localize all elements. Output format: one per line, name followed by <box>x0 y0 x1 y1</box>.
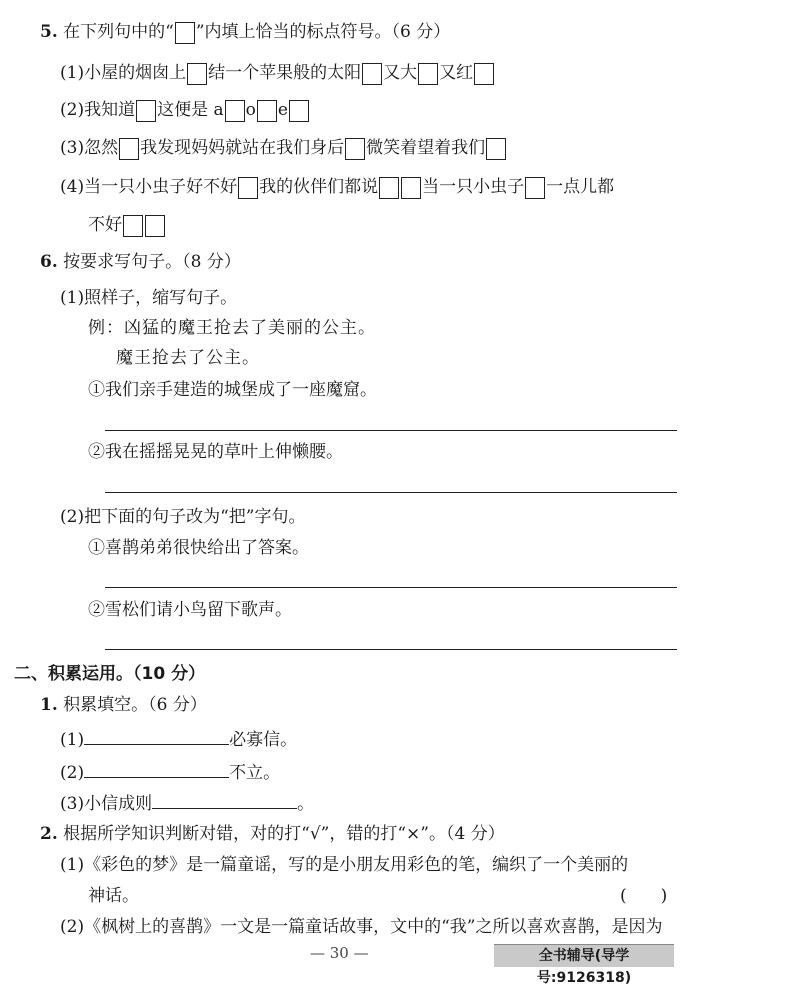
judge-1-line-2: 神话。 <box>88 886 139 906</box>
text-seg: (3)小信成则 <box>60 794 153 814</box>
text-seg: 我的伙伴们都说 <box>259 177 379 197</box>
example-line-1: 例：凶猛的魔王抢去了美丽的公主。 <box>88 318 376 338</box>
text-seg: 必寡信。 <box>229 730 298 750</box>
text-seg: (1)小屋的烟囱上 <box>60 63 187 83</box>
answer-box-sample <box>175 22 195 44</box>
fill-3 <box>60 790 314 816</box>
q6-title-text: 按要求写句子。（8 分） <box>63 252 241 272</box>
judge-1-answer-paren[interactable]: ( ) <box>620 886 668 906</box>
text-seg: (2)我知道 <box>60 100 136 120</box>
example-line-2: 魔王抢去了公主。 <box>116 348 260 368</box>
fill-2 <box>60 759 280 785</box>
q5-line-1 <box>60 61 495 85</box>
text-seg: 结一个苹果般的太阳 <box>208 63 362 83</box>
answer-box[interactable] <box>418 63 438 85</box>
s2-q2-text: 根据所学知识判断对错，对的打“√”，错的打“×”。（4 分） <box>63 824 505 844</box>
answer-box[interactable] <box>145 215 165 237</box>
answer-box[interactable] <box>136 100 156 122</box>
text-seg: 又红 <box>439 63 474 83</box>
q6-sub2: (2)把下面的句子改为“把”字句。 <box>60 507 306 527</box>
answer-box[interactable] <box>525 177 545 199</box>
fill-blank[interactable] <box>84 759 229 778</box>
answer-box[interactable] <box>187 63 207 85</box>
answer-box[interactable] <box>289 100 309 122</box>
answer-line[interactable] <box>105 649 677 650</box>
q5-line-2 <box>60 98 310 122</box>
q5-title-pre: 在下列句中的“ <box>63 22 174 42</box>
guide-badge: 全书辅导(导学号:9126318) <box>494 944 674 967</box>
text-seg: 一点儿都 <box>546 177 615 197</box>
q5-line-5 <box>88 213 166 237</box>
text-seg: 不好 <box>88 215 122 235</box>
s2-q1-text: 积累填空。（6 分） <box>63 695 207 715</box>
page-footer <box>0 944 800 986</box>
answer-box[interactable] <box>119 138 139 160</box>
q5-title <box>40 20 450 44</box>
s2-q2-number: 2. <box>40 824 58 844</box>
answer-box[interactable] <box>123 215 143 237</box>
answer-box[interactable] <box>238 177 258 199</box>
text-seg: 。 <box>297 794 315 814</box>
text-seg: 这便是 a <box>157 100 224 120</box>
answer-box[interactable] <box>362 63 382 85</box>
judge-2-line-1: (2)《枫树上的喜鹊》一文是一篇童话故事，文中的“我”之所以喜欢喜鹊，是因为 <box>60 917 663 937</box>
fill-1 <box>60 726 297 752</box>
q6-title <box>40 250 241 274</box>
q6-item1: ①我们亲手建造的城堡成了一座魔窟。 <box>88 380 377 400</box>
q5-title-post: ”内填上恰当的标点符号。（6 分） <box>195 22 451 42</box>
text-seg: o <box>245 100 256 120</box>
answer-line[interactable] <box>105 492 677 493</box>
q5-line-3 <box>60 136 507 160</box>
text-seg: (3)忽然 <box>60 138 119 158</box>
answer-box[interactable] <box>225 100 245 122</box>
page-number: — 30 — <box>310 944 369 962</box>
s2-q1-title <box>40 693 207 717</box>
q6-sub1: (1)照样子，缩写句子。 <box>60 288 238 308</box>
answer-box[interactable] <box>401 177 421 199</box>
text-seg: 当一只小虫子 <box>422 177 525 197</box>
text-seg: 我发现妈妈就站在我们身后 <box>140 138 345 158</box>
judge-1-line-1: (1)《彩色的梦》是一篇童谣，写的是小朋友用彩色的笔，编织了一个美丽的 <box>60 855 629 875</box>
s2-q2-title <box>40 822 505 846</box>
text-seg: e <box>277 100 288 120</box>
answer-box[interactable] <box>379 177 399 199</box>
q6-number: 6. <box>40 252 58 272</box>
text-seg: (1) <box>60 730 85 750</box>
answer-box[interactable] <box>486 138 506 160</box>
fill-blank[interactable] <box>152 790 297 809</box>
q6-item4: ②雪松们请小鸟留下歌声。 <box>88 600 292 620</box>
answer-box[interactable] <box>257 100 277 122</box>
q6-item3: ①喜鹊弟弟很快给出了答案。 <box>88 538 309 558</box>
fill-blank[interactable] <box>84 726 229 745</box>
answer-box[interactable] <box>474 63 494 85</box>
answer-box[interactable] <box>345 138 365 160</box>
section-2-title: 二、积累运用。（10 分） <box>14 664 206 684</box>
text-seg: (2) <box>60 763 85 783</box>
text-seg: 不立。 <box>229 763 281 783</box>
answer-line[interactable] <box>105 430 677 431</box>
s2-q1-number: 1. <box>40 695 58 715</box>
q6-item2: ②我在摇摇晃晃的草叶上伸懒腰。 <box>88 442 343 462</box>
q5-number: 5. <box>40 22 58 42</box>
q5-line-4 <box>60 175 614 199</box>
text-seg: (4)当一只小虫子好不好 <box>60 177 238 197</box>
text-seg: 微笑着望着我们 <box>366 138 486 158</box>
text-seg: 又大 <box>383 63 418 83</box>
answer-line[interactable] <box>105 587 677 588</box>
